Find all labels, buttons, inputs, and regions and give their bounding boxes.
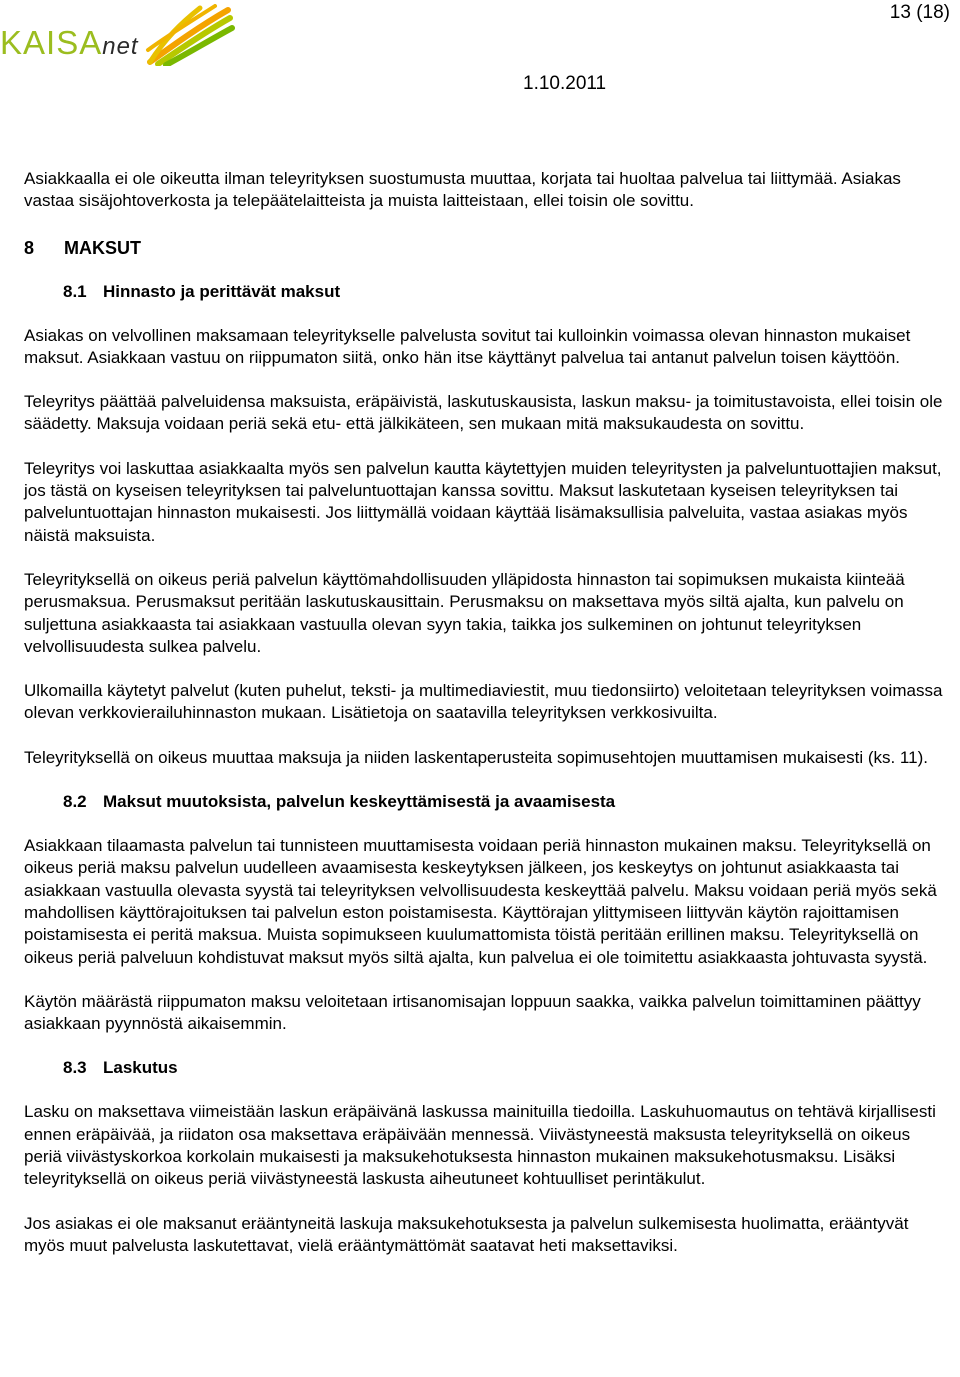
section-8-2-heading <box>63 791 950 813</box>
section-title: Maksut muutoksista, palvelun keskeyttämisestä ja avaamisesta <box>103 792 616 812</box>
paragraph: Asiakas on velvollinen maksamaan teleyritykselle palvelusta sovitut tai kulloinkin voimassa olevan hinnaston mukaiset maksut. Asiakkaan vastuu on riippumaton siitä, onko hän itse käyttänyt palvelua tai antanut palvelun toisen käyttöön. <box>24 325 911 367</box>
paragraph: Ulkomailla käytetyt palvelut (kuten puhelut, teksti- ja multimediaviestit, muu tiedonsiirto) veloitetaan teleyrityksen voimassa olevan verkkovierailuhinnaston mukaan. Lisätietoja on saatavilla teleyrityksen verkkosivuilta. <box>24 681 943 723</box>
paragraph: Teleyritys voi laskuttaa asiakkaalta myös sen palvelun kautta käytettyjen muiden teleyritysten ja palveluntuottajien maksut, jos tästä on kyseisen teleyrityksen tai palveluntuottajan kanssa sovittu. Maksut laskutetaan kyseisen teleyrityksen tai palveluntuottajan hinnaston mukaisesti. Jos liittymällä voidaan käyttää lisämaksullisia palveluita, vastaa asiakas myös näistä maksuista. <box>24 458 942 545</box>
paragraph: Jos asiakas ei ole maksanut erääntyneitä laskuja maksukehotuksesta ja palvelun sulkemisesta huolimatta, erääntyvät myös muut palvelusta laskutettavat, vielä erääntymättömät saatavat heti maksettaviksi. <box>24 1213 909 1255</box>
document-date: 1.10.2011 <box>523 73 607 94</box>
logo-swoosh-icon <box>148 6 232 65</box>
page-number: 13 (18) <box>889 2 950 23</box>
paragraph: Lasku on maksettava viimeistään laskun eräpäivänä laskussa mainituilla tiedoilla. Laskuhuomautus on tehtävä kirjallisesti ennen eräpäivää, ja riidaton osa maksettava eräpäivään mennessä. Viivästyneestä maksusta teleyrityksellä on oikeus periä viivästyskorkoa korkolain mukaisesti ja maksukehotuksesta hinnaston mukainen maksukehotusmaksu. Lisäksi teleyrityksellä on oikeus periä viivästyneestä laskusta aiheutuneet kohtuulliset perintäkulut. <box>24 1102 936 1189</box>
intro-paragraph: Asiakkaalla ei ole oikeutta ilman teleyrityksen suostumusta muuttaa, korjata tai huoltaa palvelua tai liittymää. Asiakas vastaa sisäjohtoverkosta ja telepäätelaitteista ja muista laitteistaan, ellei toisin ole sovittu. <box>24 169 901 211</box>
section-number: 8.3 <box>63 1058 87 1078</box>
paragraph: Käytön määrästä riippumaton maksu veloitetaan irtisanomisajan loppuun saakka, vaikka palvelun toimittaminen päättyy asiakkaan pyynnöstä aikaisemmin. <box>24 991 921 1034</box>
section-number: 8.2 <box>63 792 87 812</box>
paragraph: Teleyrityksellä on oikeus periä palvelun käyttömahdollisuuden ylläpidosta hinnaston tai sopimuksen mukaista kiinteää perusmaksua. Perusmaksut peritään laskutuskausittain. Perusmaksu on maksettava myös siltä ajalta, kun palvelu on suljettuna asiakkaasta tai asiakkaan vastuulla olevan syyn takia, taikka jos sulkeminen on johtunut teleyrityksen velvollisuudesta sulkea palvelu. <box>24 569 905 656</box>
section-number: 8 <box>24 237 35 258</box>
section-8-heading <box>24 237 950 259</box>
section-8-3-heading <box>63 1057 950 1079</box>
paragraph: Asiakkaan tilaamasta palvelun tai tunnisteen muuttamisesta voidaan periä hinnaston mukainen maksu. Teleyrityksellä on oikeus periä maksu palvelun uudelleen avaamisesta keskeytyksen jälkeen, jos keskeytys on johtunut asiakkaasta tai asiakkaan vastuulla olevasta syystä tai teleyrityksen velvollisuudesta keskeyttää palvelu. Maksu voidaan periä myös sekä mahdollisen käyttörajoituksen tai palvelun eston poistamisesta. Käyttörajan ylittymiseen liittyvän käytön rajoittamisen poistamisesta ei peritä maksua. Muista sopimukseen kuulumattomista töistä peritään erillinen maksu. Teleyrityksellä on oikeus periä palveluun kohdistuvat maksut myös siltä ajalta, kun palvelua ei ole toimitettu asiakkaasta johtuvasta syystä. <box>24 836 937 967</box>
paragraph: Teleyrityksellä on oikeus muuttaa maksuja ja niiden laskentaperusteita sopimusehtojen muuttamisen mukaisesti (ks. 11). <box>24 747 928 767</box>
section-title: Laskutus <box>103 1058 178 1078</box>
kaisanet-logo <box>0 4 235 66</box>
section-title: MAKSUT <box>64 237 141 258</box>
section-title: Hinnasto ja perittävät maksut <box>103 281 341 301</box>
document-body <box>24 168 950 1257</box>
section-number: 8.1 <box>63 281 87 301</box>
logo-text: KAISAnet <box>0 24 139 61</box>
paragraph: Teleyritys päättää palveluidensa maksuista, eräpäivistä, laskutuskausista, laskun maksu- ja toimitustavoista, ellei toisin ole säädetty. Maksuja voidaan periä sekä etu- että jälkikäteen, sen mukaan mitä maksukaudesta on sovittu. <box>24 392 943 434</box>
section-8-1-heading <box>63 281 950 303</box>
